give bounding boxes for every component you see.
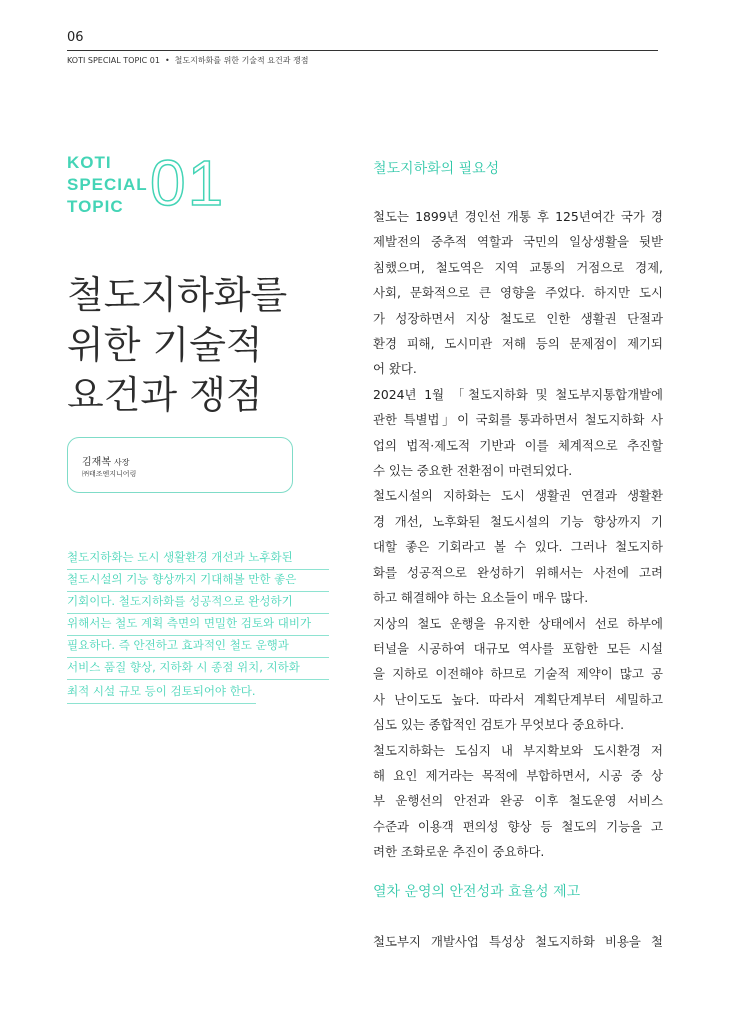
abstract-line: 서비스 품질 향상, 지하화 시 종점 위치, 지하화 xyxy=(67,658,329,680)
header-separator: • xyxy=(164,56,170,65)
body-line: 철도시설의 지하화는 도시 생활권 연결과 생활환 xyxy=(373,488,663,504)
topic-label-line: SPECIAL xyxy=(67,175,148,194)
body-line: 수준과 이용객 편의성 향상 등 철도의 기능을 고 xyxy=(373,818,663,834)
body-line: 수 있는 중요한 전환점이 마련되었다. xyxy=(373,463,573,479)
body-line: 부 운행선의 안전과 완공 이후 철도운영 서비스 xyxy=(373,793,663,809)
author-box xyxy=(67,437,293,493)
body-line: 경 개선, 노후화된 철도시설의 기능 향상까지 기 xyxy=(373,513,663,529)
abstract xyxy=(67,548,329,704)
topic-number: 01 xyxy=(150,147,226,219)
body-line: 대할 좋은 기회라고 볼 수 있다. 그러나 철도지하 xyxy=(373,539,663,555)
body-line: 사회, 문화적으로 큰 영향을 주었다. 하지만 도시 xyxy=(373,285,663,301)
body-line: 터널을 시공하여 대규모 역사를 포함한 모든 시설 xyxy=(373,640,663,656)
author-name xyxy=(82,453,129,468)
title-line: 철도지하화를 xyxy=(67,273,288,317)
series-label: KOTI SPECIAL TOPIC 01 xyxy=(67,56,160,65)
body-line: 업의 법적·제도적 기반과 이를 체계적으로 추진할 xyxy=(373,437,663,453)
article-title xyxy=(67,270,287,420)
abstract-line: 철도시설의 기능 향상까지 기대해볼 만한 좋은 xyxy=(67,570,329,592)
author-company: ㈜태조엔지니어링 xyxy=(82,470,137,478)
author-name-text: 김재복 xyxy=(82,457,111,468)
topic-label-line: TOPIC xyxy=(67,197,124,216)
body-line: 심도 있는 종합적인 검토가 무엇보다 중요하다. xyxy=(373,717,625,733)
body-line: 을 지하로 이전해야 하므로 기술적 제약이 많고 공 xyxy=(373,666,663,682)
abstract-line: 필요하다. 즉 안전하고 효과적인 철도 운행과 xyxy=(67,636,329,658)
header-rule xyxy=(67,50,658,51)
body-paragraphs xyxy=(373,929,663,954)
body-line: 환경 피해, 도시미관 저해 등의 문제점이 제기되 xyxy=(373,336,663,352)
topic-label xyxy=(67,152,148,218)
body-paragraphs xyxy=(373,204,663,865)
section-heading: 열차 운영의 안전성과 효율성 제고 xyxy=(373,884,581,900)
title-line: 요건과 쟁점 xyxy=(67,373,263,417)
body-line: 제발전의 중추적 역할과 국민의 일상생활을 뒷받 xyxy=(373,234,663,250)
body-line: 려한 조화로운 추진이 중요하다. xyxy=(373,844,545,860)
topic-label-line: KOTI xyxy=(67,153,112,172)
section-heading: 철도지하화의 필요성 xyxy=(373,161,500,177)
author-role: 사장 xyxy=(113,458,130,467)
body-line: 화를 성공적으로 완성하기 위해서는 사전에 고려 xyxy=(373,564,663,580)
body-line: 사 난이도도 높다. 따라서 계획단계부터 세밀하고 xyxy=(373,691,663,707)
body-line: 어 왔다. xyxy=(373,361,417,377)
abstract-line: 최적 시설 규모 등이 검토되어야 한다. xyxy=(67,682,256,704)
body-line: 침했으며, 철도역은 지역 교통의 거점으로 경제, xyxy=(373,259,663,275)
body-line: 2024년 1월 「철도지하화 및 철도부지통합개발에 xyxy=(373,386,663,402)
body-line: 하고 해결해야 하는 요소들이 매우 많다. xyxy=(373,590,589,606)
body-line: 철도는 1899년 경인선 개통 후 125년여간 국가 경 xyxy=(373,209,663,224)
body-line: 관한 특별법」이 국회를 통과하면서 철도지하화 사 xyxy=(373,412,663,428)
article-label: 철도지하화를 위한 기술적 요건과 쟁점 xyxy=(174,56,309,65)
abstract-line: 위해서는 철도 계획 측면의 면밀한 검토와 대비가 xyxy=(67,614,329,636)
body-line: 지상의 철도 운행을 유지한 상태에서 선로 하부에 xyxy=(373,615,663,631)
title-line: 위한 기술적 xyxy=(67,323,263,367)
abstract-line: 기회이다. 철도지하화를 성공적으로 완성하기 xyxy=(67,592,329,614)
body-line: 가 성장하면서 지상 철도로 인한 생활권 단절과 xyxy=(373,310,663,326)
body-line: 철도부지 개발사업 특성상 철도지하화 비용을 철 xyxy=(373,934,663,949)
page-number: 06 xyxy=(67,30,84,45)
abstract-line: 철도지하화는 도시 생활환경 개선과 노후화된 xyxy=(67,548,329,570)
body-line: 해 요인 제거라는 목적에 부합하면서, 시공 중 상 xyxy=(373,767,663,783)
running-header xyxy=(67,55,309,66)
body-line: 철도지하화는 도심지 내 부지확보와 도시환경 저 xyxy=(373,742,663,758)
